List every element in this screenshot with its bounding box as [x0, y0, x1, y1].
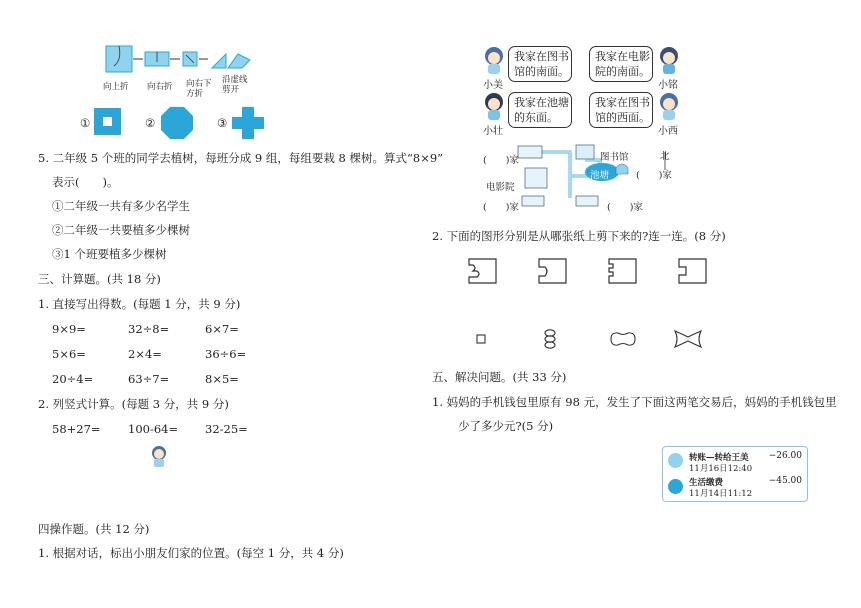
blank-home-top-left: ( )家	[483, 155, 519, 166]
name-xiaoming: 小铭	[658, 80, 678, 91]
girl-small-icon	[149, 444, 169, 468]
bubble-xiaoming: 我家在电影 院的南面。	[589, 46, 653, 82]
bubble-xiaomei: 我家在图书 馆的南面。	[508, 46, 572, 82]
kid-xiaoxi-icon	[658, 92, 680, 120]
sec4-q1-title: 1. 根据对话，标出小朋友们家的位置。(每空 1 分，共 4 分)	[38, 546, 344, 560]
sec3-q2-title: 2. 列竖式计算。(每题 3 分，共 9 分)	[38, 397, 229, 411]
wallet-item-2-amount: −45.00	[768, 476, 802, 486]
piece-square-shape	[475, 332, 489, 346]
piece-bow-shape	[672, 328, 704, 350]
bubble-xiaoxi: 我家在图书 馆的西面。	[589, 92, 653, 128]
option-3: ③	[217, 116, 228, 130]
house-bottom-mid-icon	[576, 196, 598, 206]
wallet-item-1-name: 转账—转给王美	[689, 453, 749, 463]
option-1: ①	[80, 116, 91, 130]
q2-cut-title: 2. 下面的图形分别是从哪张纸上剪下来的?连一连。(8 分)	[432, 229, 726, 243]
name-xiaozhuang: 小壮	[483, 126, 503, 137]
calc-r1c3: 6×7=	[205, 322, 239, 336]
sec5-q1-line1: 1. 妈妈的手机钱包里原有 98 元，发生了下面这两笔交易后，妈妈的手机钱包里	[432, 395, 837, 409]
kid-xiaomei-icon	[483, 46, 505, 74]
north-label: 北	[660, 151, 670, 162]
cinema-label: 电影院	[486, 182, 515, 193]
wallet-item-2-name: 生活缴费	[689, 478, 724, 488]
fold-steps-figure	[100, 40, 290, 82]
piece-beads-shape	[542, 328, 558, 350]
blank-home-bottom-left: ( )家	[483, 202, 519, 213]
paper-4-shape	[678, 258, 708, 284]
paper-1-shape	[468, 258, 498, 284]
house-top-left-icon	[518, 146, 542, 158]
wallet-item-1-date: 11月16日12:40	[689, 464, 753, 474]
q5-stem-line2: 表示( )。	[52, 175, 119, 189]
option-2-shape	[160, 106, 194, 140]
name-xiaomei: 小美	[483, 80, 503, 91]
calc-r3c3: 8×5=	[205, 372, 239, 386]
kid-xiaozhuang-icon	[483, 92, 505, 120]
fold-label-2: 向右折	[147, 82, 173, 92]
wallet-item-1-amount: −26.00	[768, 451, 802, 461]
sec5-q1-line2: 少了多少元?(5 分)	[458, 419, 554, 433]
option-3-shape	[231, 106, 265, 140]
fold-cut-5	[228, 54, 250, 68]
wallet-item-2-date: 11月14日11:12	[689, 489, 753, 499]
vertical-2: 100-64=	[128, 422, 179, 436]
fold-label-4: 沿虚线 剪开	[222, 75, 248, 95]
cinema-icon	[525, 168, 547, 188]
q5-option-2: ②二年级一共要植多少棵树	[52, 223, 190, 237]
option-2: ②	[145, 116, 156, 130]
calc-r2c2: 2×4=	[128, 347, 162, 361]
calc-r2c3: 36÷6=	[205, 347, 247, 361]
sec3-q1-title: 1. 直接写出得数。(每题 1 分，共 9 分)	[38, 297, 241, 311]
calc-r2c1: 5×6=	[52, 347, 86, 361]
paper-2-shape	[538, 258, 568, 284]
name-xiaoxi: 小西	[658, 126, 678, 137]
pond-label: 池塘	[590, 170, 610, 181]
kid-xiaoming-icon	[658, 46, 680, 74]
option-1-shape	[93, 107, 123, 137]
sec5-title: 五、解决问题。(共 33 分)	[432, 370, 567, 384]
wallet-card	[662, 446, 808, 502]
calc-r1c2: 32÷8=	[128, 322, 170, 336]
sec4-title: 四操作题。(共 12 分)	[38, 522, 150, 536]
calc-r3c2: 63÷7=	[128, 372, 170, 386]
library-icon	[576, 145, 594, 159]
calc-r3c1: 20÷4=	[52, 372, 94, 386]
q5-option-3: ③1 个班要植多少棵树	[52, 247, 167, 261]
q5-option-1: ①二年级一共有多少名学生	[52, 199, 190, 213]
sec3-title: 三、计算题。(共 18 分)	[38, 272, 161, 286]
library-label: 图书馆	[600, 152, 629, 163]
vertical-1: 58+27=	[52, 422, 101, 436]
blank-home-right: ( )家	[636, 170, 672, 181]
fold-label-3: 向右下 方折	[186, 79, 212, 99]
piece-cloud-shape	[608, 330, 638, 348]
transfer-avatar-icon	[668, 453, 683, 468]
utility-payment-icon	[668, 479, 683, 494]
house-bottom-left-icon	[522, 196, 544, 206]
fold-label-1: 向上折	[103, 82, 129, 92]
q5-stem-line1: 5. 二年级 5 个班的同学去植树，每班分成 9 组，每组要栽 8 棵树。算式“8×9”	[38, 151, 444, 165]
vertical-3: 32-25=	[205, 422, 248, 436]
fold-triangle-4	[212, 54, 226, 68]
paper-3-shape	[608, 258, 638, 284]
calc-r1c1: 9×9=	[52, 322, 86, 336]
bubble-xiaozhuang: 我家在池塘 的东面。	[508, 92, 572, 128]
blank-home-bottom-right: ( )家	[607, 202, 643, 213]
